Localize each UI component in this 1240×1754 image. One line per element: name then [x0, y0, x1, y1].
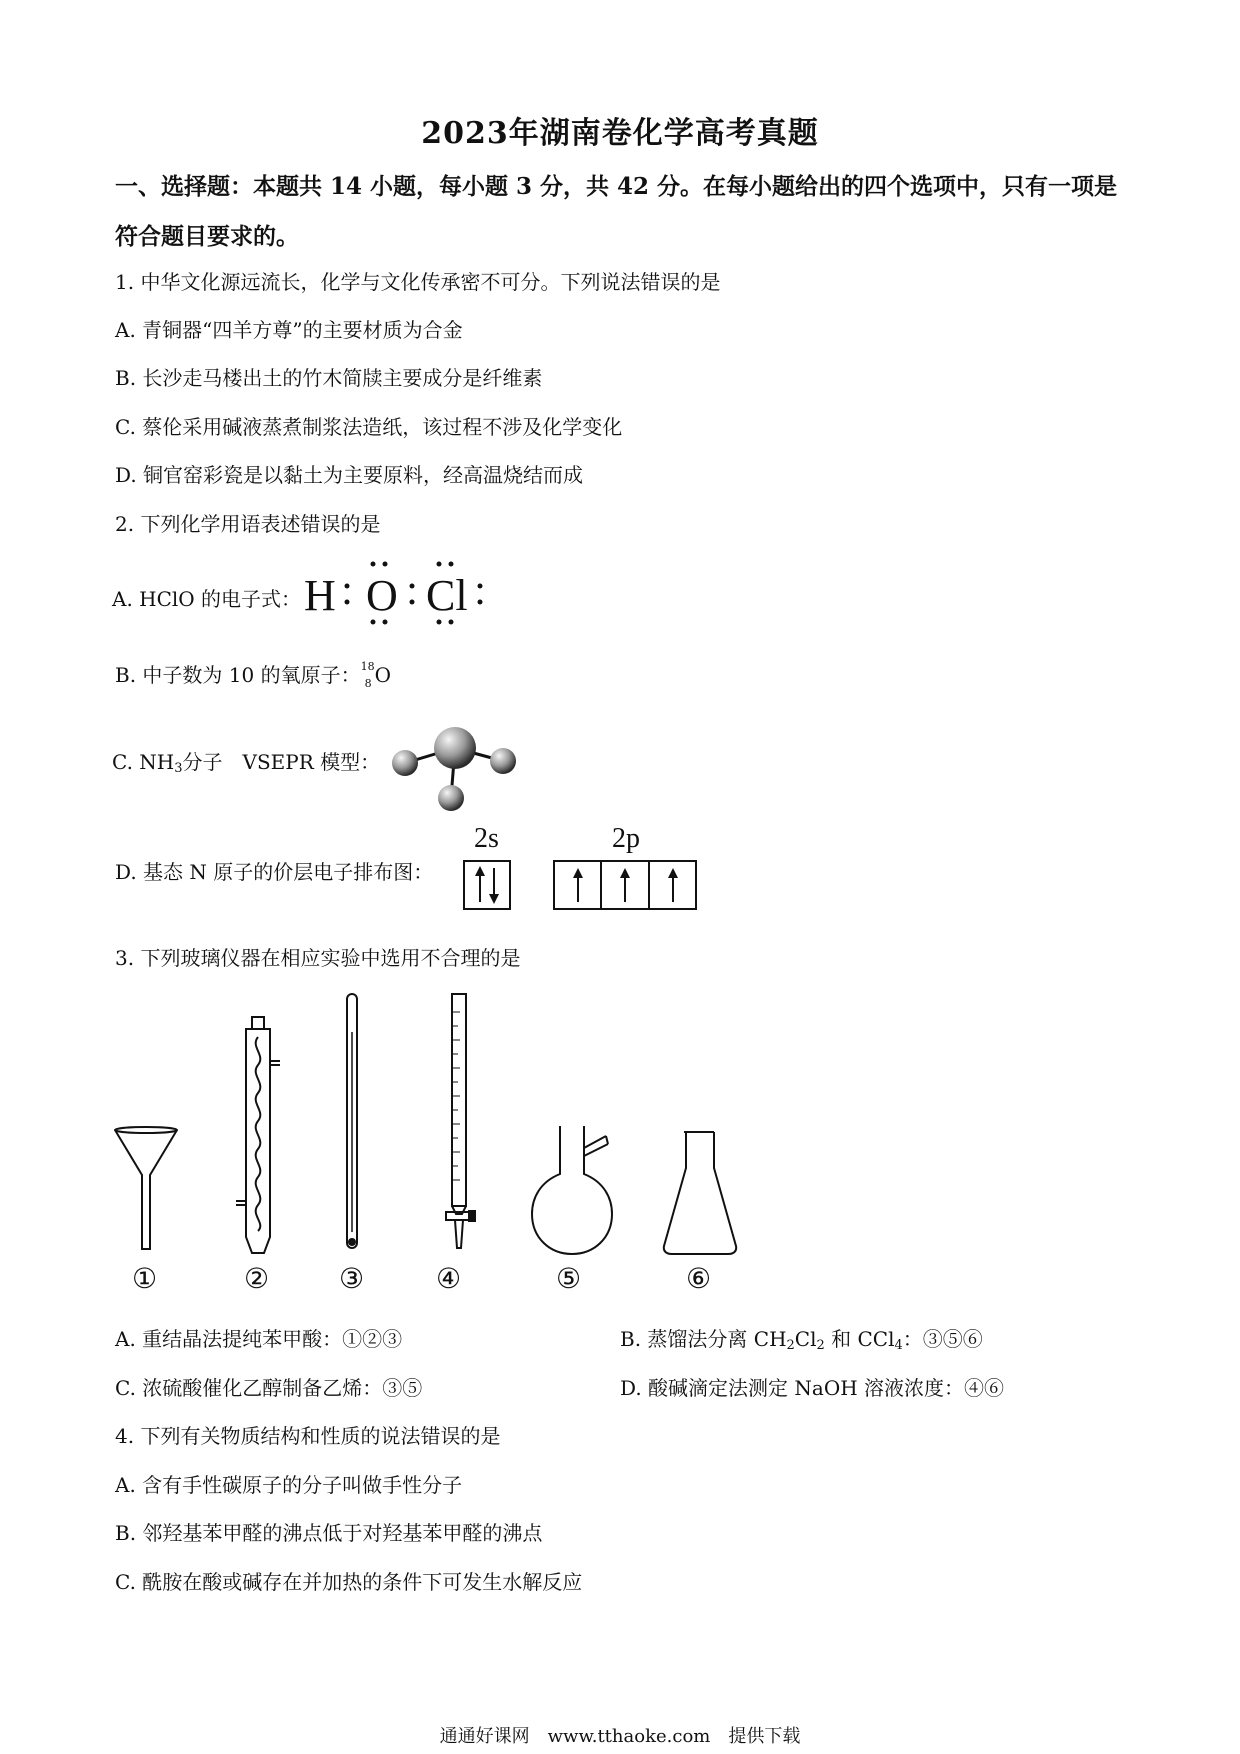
- condenser-icon: [232, 1015, 288, 1255]
- svg-text:H: H: [304, 571, 336, 620]
- section-header: 一、选择题：本题共 14 小题，每小题 3 分，共 42 分。在每小题给出的四个选项中，只有一项是符合题目要求的。: [115, 173, 1118, 250]
- burette-icon: [438, 992, 484, 1256]
- apparatus-label-4: ④: [436, 1264, 462, 1295]
- q3-option-b-sub3: 4: [894, 1338, 903, 1353]
- q1-stem: 1. 中华文化源远流长，化学与文化传承密不可分。下列说法错误的是: [115, 270, 721, 294]
- q3-option-b-part2: Cl: [794, 1327, 817, 1351]
- orbital-2p-label: 2p: [612, 823, 640, 854]
- isotope-atomic-number: 8: [364, 676, 372, 690]
- q3-option-b-part1: B. 蒸馏法分离 CH: [620, 1327, 787, 1351]
- q2-stem: 2. 下列化学用语表述错误的是: [115, 512, 381, 536]
- hclo-lewis-structure: [302, 558, 492, 628]
- orbital-2s-label: 2s: [474, 823, 499, 854]
- apparatus-label-6: ⑥: [686, 1264, 712, 1295]
- svg-text:O: O: [366, 571, 398, 620]
- orbital-2p-boxes: [553, 860, 697, 910]
- q2-option-a-label: A. HClO 的电子式：: [112, 587, 302, 611]
- q3-option-d: D. 酸碱滴定法测定 NaOH 溶液浓度：④⑥: [620, 1376, 1005, 1400]
- svg-text:Cl: Cl: [426, 571, 468, 620]
- q1-option-d: D. 铜官窑彩瓷是以黏土为主要原料，经高温烧结而成: [115, 463, 584, 487]
- q3-option-b: [620, 1325, 983, 1353]
- erlenmeyer-flask-icon: [660, 1130, 740, 1256]
- q3-option-b-part3: 和 CCl: [824, 1327, 895, 1351]
- q3-option-b-part4: ：③⑤⑥: [902, 1327, 983, 1351]
- apparatus-label-3: ③: [339, 1264, 365, 1295]
- q2-option-c: [112, 748, 380, 776]
- q2-option-c-subscript: 3: [174, 761, 183, 776]
- q1-option-b: B. 长沙走马楼出土的竹木简牍主要成分是纤维素: [115, 366, 543, 390]
- q2-option-b: [115, 661, 391, 689]
- distilling-flask-icon: [530, 1124, 616, 1256]
- q3-option-b-sub2: 2: [816, 1338, 825, 1353]
- q1-option-a: A. 青铜器“四羊方尊”的主要材质为合金: [115, 318, 463, 342]
- apparatus-label-5: ⑤: [556, 1264, 582, 1295]
- q2-option-d: D. 基态 N 原子的价层电子排布图：: [115, 860, 434, 884]
- q2-option-c-suffix: 分子 VSEPR 模型：: [182, 750, 381, 774]
- apparatus-label-2: ②: [244, 1264, 270, 1295]
- nh3-vsepr-model-icon: [385, 718, 525, 818]
- funnel-icon: [112, 1125, 182, 1255]
- page-footer: 通通好课网 www.tthaoke.com 提供下载: [439, 1726, 801, 1747]
- thermometer-icon: [341, 992, 365, 1256]
- q2-option-c-prefix: C. NH: [112, 750, 175, 774]
- q3-stem: 3. 下列玻璃仪器在相应实验中选用不合理的是: [115, 946, 521, 970]
- isotope-symbol: O: [374, 663, 391, 687]
- q4-option-c: C. 酰胺在酸或碱存在并加热的条件下可发生水解反应: [115, 1570, 583, 1594]
- q1-option-c: C. 蔡伦采用碱液蒸煮制浆法造纸，该过程不涉及化学变化: [115, 415, 623, 439]
- apparatus-label-1: ①: [132, 1264, 158, 1295]
- q3-option-b-sub1: 2: [786, 1338, 795, 1353]
- q4-option-b: B. 邻羟基苯甲醛的沸点低于对羟基苯甲醛的沸点: [115, 1521, 543, 1545]
- isotope-mass-number: 18: [360, 659, 375, 673]
- q2-option-b-label: B. 中子数为 10 的氧原子：: [115, 663, 361, 687]
- q3-option-c: C. 浓硫酸催化乙醇制备乙烯：③⑤: [115, 1376, 423, 1400]
- q3-option-a: A. 重结晶法提纯苯甲酸：①②③: [115, 1327, 403, 1351]
- oxygen-isotope: [360, 659, 375, 691]
- page-title: 2023年湖南卷化学高考真题: [421, 116, 819, 151]
- q2-option-a: [112, 585, 301, 613]
- q4-option-a: A. 含有手性碳原子的分子叫做手性分子: [115, 1473, 463, 1497]
- orbital-2s-box: [463, 860, 511, 910]
- q4-stem: 4. 下列有关物质结构和性质的说法错误的是: [115, 1424, 501, 1448]
